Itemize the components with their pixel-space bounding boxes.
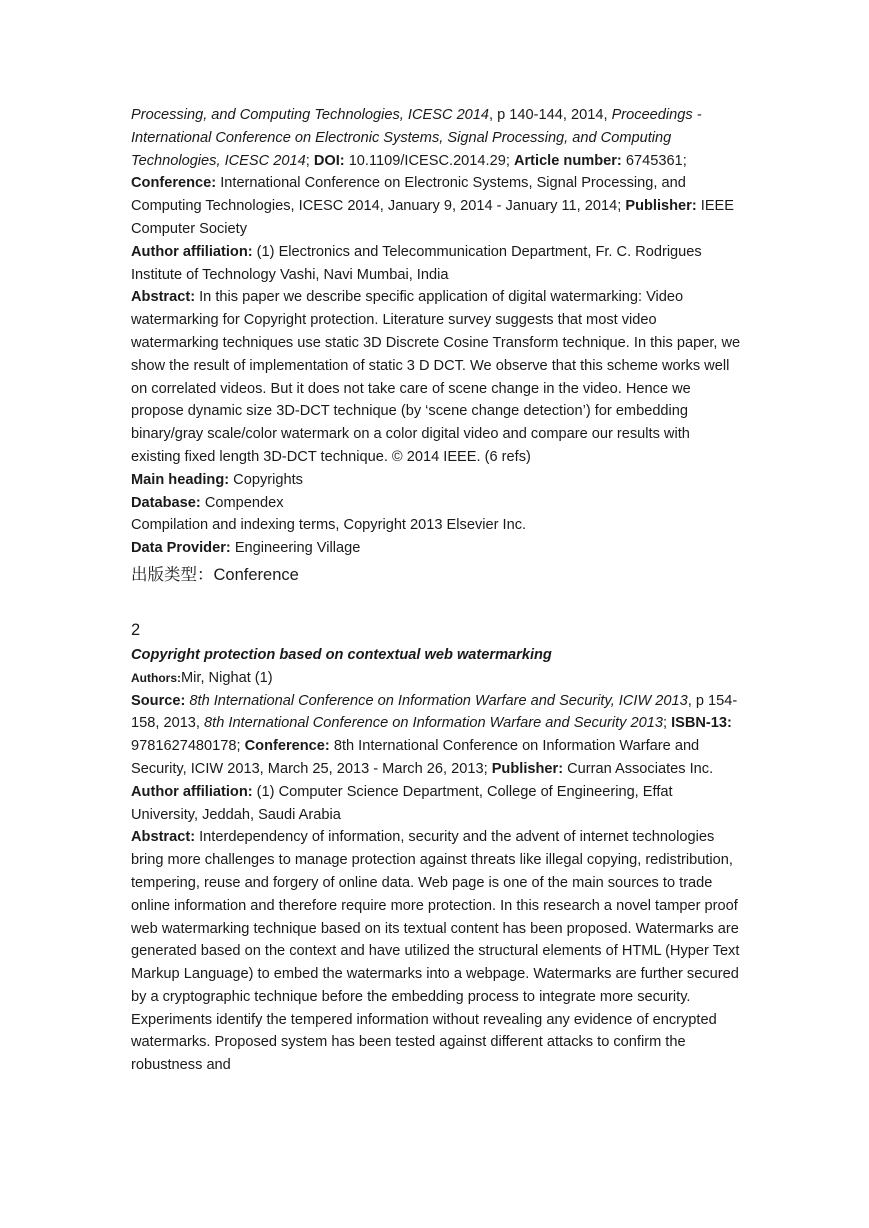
conference-label: Conference: (131, 175, 217, 192)
record-title: Copyright protection based on contextual web watermarking (131, 646, 552, 663)
record1-copyright: Compilation and indexing terms, Copyright 2013 Elsevier Inc. (131, 517, 527, 534)
publication-type-value: Conference (213, 565, 299, 584)
database-label: Database: (131, 494, 201, 511)
source-pages: , p 140-144, 2014, (489, 107, 612, 123)
doi-value: 10.1109/ICESC.2014.29 (348, 152, 506, 169)
abstract-value: Interdependency of information, security and the advent of internet technologies bring more challenges to manage protection against threats like illegal copying, redistribution, tempering, reuse and forgery of online data. Web page is one of the main sources to trade online information and therefore require more protection. In this research a novel tamper proof web watermarking technique based on its textual content has been proposed. Watermarks are generated based on the context and have utilized the structural elements of HTML (Hyper Text Markup Language) to embed the watermarks into a webpage. Watermarks are further secured by a cryptographic technique before the embedding process to integrate more security. Experiments identify the tempered information without revealing any evidence of encrypted watermarks. Proposed system has been tested against different attacks to confirm the robustness and (131, 829, 740, 1074)
record2-affiliation (131, 781, 741, 827)
record1-source: Processing, and Computing Technologies, ICESC 2014, p 140-144, 2014, Proceedings - International Conference on Electronic Systems, Signal Processing, and Computing Technologies, ICESC 2014; DOI: 10.1109/ICESC.2014.29; Article number: 6745361; Conference: International Conference on Electronic Systems, Signal Processing, and Computing Technologies, ICESC 2014, January 9, 2014 - January 11, 2014; Publisher: IEEE Computer Society (131, 107, 735, 237)
main-heading-label: Main heading: (131, 471, 230, 488)
main-heading-value: Copyrights (233, 471, 303, 488)
abstract-label: Abstract: (131, 289, 196, 306)
publication-type-label: 出版类型： (131, 564, 214, 584)
record1-affiliation (131, 241, 741, 287)
document-page (131, 104, 741, 1077)
source-pages: , p 154-158, 2013, (131, 692, 738, 732)
record2-source: Source: 8th International Conference on Information Warfare and Security, ICIW 2013, p 154-158, 2013, 8th International Conference on Information Warfare and Security 2013; ISBN-13: 9781627480178; Conference: 8th International Conference on Information Warfare and Security, ICIW 2013, March 25, 2013 - March 26, 2013; Publisher: Curran Associates Inc. (131, 692, 738, 777)
affiliation-label: Author affiliation: (131, 783, 253, 800)
source-label: Source: (131, 692, 186, 709)
isbn-label: ISBN-13: (671, 715, 732, 732)
affiliation-value: (1) Computer Science Department, College of Engineering, Effat University, Jeddah, Saudi Arabia (131, 783, 673, 823)
article-number-value: 6745361 (625, 152, 683, 169)
record1-database (131, 492, 741, 515)
record2-abstract (131, 826, 741, 1077)
source-proceedings: 8th International Conference on Information Warfare and Security 2013 (204, 715, 663, 732)
affiliation-value: (1) Electronics and Telecommunication Department, Fr. C. Rodrigues Institute of Technology Vashi, Navi Mumbai, India (131, 243, 702, 283)
affiliation-label: Author affiliation: (131, 243, 253, 260)
conference-value: International Conference on Electronic Systems, Signal Processing, and Computing Technologies, ICESC 2014, January 9, 2014 - January 11, 2014 (131, 175, 686, 215)
source-conference-name: Processing, and Computing Technologies, ICESC 2014 (131, 107, 490, 123)
record1-data-provider (131, 537, 741, 560)
publisher-value: Curran Associates Inc. (567, 760, 714, 777)
article-number-label: Article number: (513, 152, 622, 169)
publisher-value: IEEE Computer Society (131, 198, 735, 237)
doi-label: DOI: (313, 152, 345, 169)
conference-value: 8th International Conference on Information Warfare and Security, ICIW 2013, March 25, 2013 - March 26, 2013 (131, 738, 700, 777)
publisher-label: Publisher: (625, 198, 697, 215)
authors-label: Authors: (131, 670, 181, 685)
publisher-label: Publisher: (491, 760, 564, 777)
data-provider-label: Data Provider: (131, 540, 231, 557)
abstract-value: In this paper we describe specific application of digital watermarking: Video watermarking for Copyright protection. Literature survey suggests that most video watermarking techniques use static 3D Discrete Cosine Transform technique. In this paper, we show the result of implementation of static 3 D DCT. We observe that this scheme works well on correlated videos. But it does not take care of scene change in the video. Hence we propose dynamic size 3D-DCT technique (by ‘scene change detection’) for embedding binary/gray scale/color watermark on a color digital video and compare our results with existing fixed length 3D-DCT technique. © 2014 IEEE. (6 refs) (131, 289, 741, 465)
record1-publication-type (131, 562, 741, 588)
database-value: Compendex (204, 494, 284, 511)
authors-value: Mir, Nighat (1) (181, 669, 273, 686)
abstract-label: Abstract: (131, 829, 196, 846)
record-number: 2 (131, 620, 141, 639)
record1-main-heading (131, 469, 741, 492)
record1-abstract (131, 286, 741, 468)
record2-authors (131, 667, 741, 690)
source-proceedings: Proceedings - International Conference on Electronic Systems, Signal Processing, and Computing Technologies, ICESC 2014 (131, 107, 702, 169)
data-provider-value: Engineering Village (234, 540, 361, 557)
source-conference-name: 8th International Conference on Information Warfare and Security, ICIW 2013 (189, 692, 688, 709)
conference-label: Conference: (244, 738, 330, 755)
isbn-value: 9781627480178 (131, 738, 237, 755)
